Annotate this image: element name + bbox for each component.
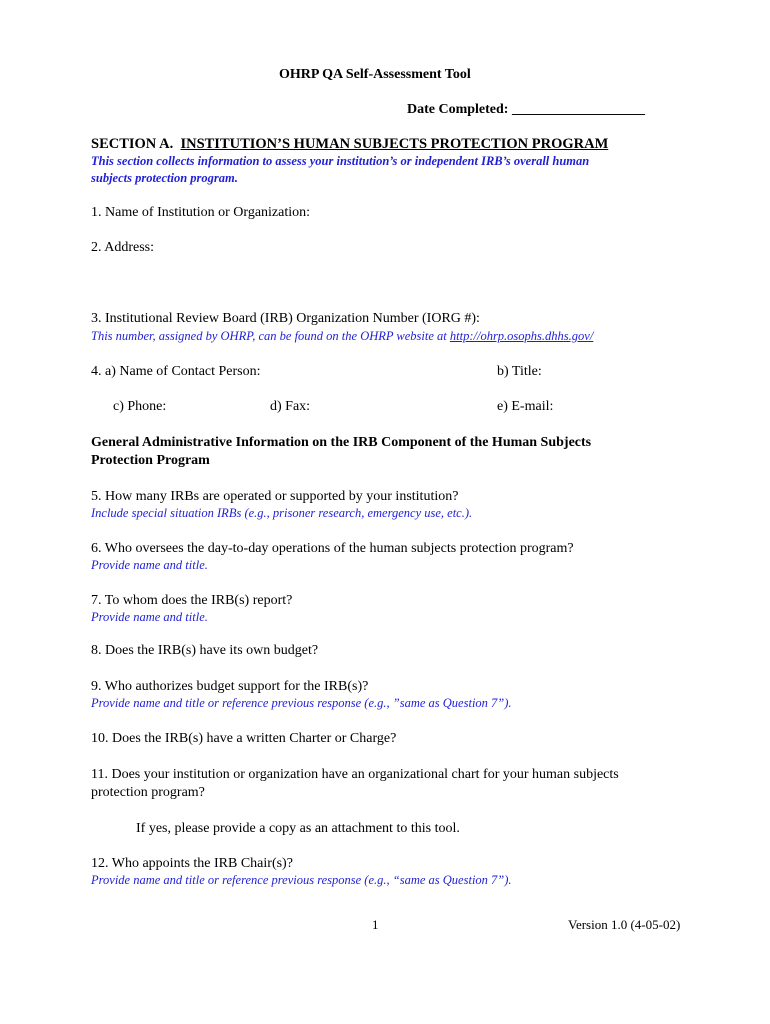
general-admin-heading-line2: Protection Program <box>91 453 210 468</box>
section-a-description-line1: This section collects information to assess your institution’s or independent IRB’s overall human <box>91 154 590 168</box>
question-5-note: Include special situation IRBs (e.g., prisoner research, emergency use, etc.). <box>91 506 473 520</box>
section-a-heading: SECTION A. INSTITUTION’S HUMAN SUBJECTS PROTECTION PROGRAM <box>91 136 609 152</box>
section-a-description-line2: subjects protection program. <box>91 171 238 185</box>
question-4a-contact-person: 4. a) Name of Contact Person: <box>91 364 261 379</box>
question-12-note: Provide name and title or reference previous response (e.g., “same as Question 7”). <box>91 873 512 887</box>
date-completed-label: Date Completed: ___________________ <box>407 102 645 117</box>
document-title: OHRP QA Self-Assessment Tool <box>279 67 471 82</box>
question-7-note: Provide name and title. <box>91 610 208 624</box>
question-9-note: Provide name and title or reference previous response (e.g., ”same as Question 7”). <box>91 696 512 710</box>
ohrp-website-link[interactable]: http://ohrp.osophs.dhhs.gov/ <box>449 329 594 343</box>
question-7: 7. To whom does the IRB(s) report? <box>91 593 293 608</box>
question-6-note: Provide name and title. <box>91 558 208 572</box>
question-11-line1: 11. Does your institution or organization have an organizational chart for your human subjects <box>91 767 619 782</box>
question-4d-fax: d) Fax: <box>270 399 311 414</box>
question-9: 9. Who authorizes budget support for the IRB(s)? <box>91 679 369 694</box>
question-11-followup: If yes, please provide a copy as an attachment to this tool. <box>136 821 460 836</box>
question-4e-email: e) E-mail: <box>497 399 554 414</box>
question-12: 12. Who appoints the IRB Chair(s)? <box>91 856 293 871</box>
question-10: 10. Does the IRB(s) have a written Charter or Charge? <box>91 731 397 746</box>
question-5: 5. How many IRBs are operated or supported by your institution? <box>91 489 459 504</box>
date-completed-field[interactable]: ___________________ <box>511 102 645 117</box>
question-4c-phone: c) Phone: <box>113 399 167 414</box>
question-6: 6. Who oversees the day-to-day operations of the human subjects protection program? <box>91 541 574 556</box>
question-2: 2. Address: <box>91 240 154 255</box>
question-3-note: This number, assigned by OHRP, can be found on the OHRP website at http://ohrp.osophs.dhhs.gov/ <box>91 329 594 343</box>
version-label: Version 1.0 (4-05-02) <box>568 917 681 932</box>
general-admin-heading-line1: General Administrative Information on the IRB Component of the Human Subjects <box>91 435 592 450</box>
page-number: 1 <box>372 917 379 932</box>
question-8: 8. Does the IRB(s) have its own budget? <box>91 643 319 658</box>
question-1: 1. Name of Institution or Organization: <box>91 205 311 220</box>
question-4b-title: b) Title: <box>497 364 542 379</box>
question-11-line2: protection program? <box>91 785 205 800</box>
question-3: 3. Institutional Review Board (IRB) Organization Number (IORG #): <box>91 311 480 326</box>
